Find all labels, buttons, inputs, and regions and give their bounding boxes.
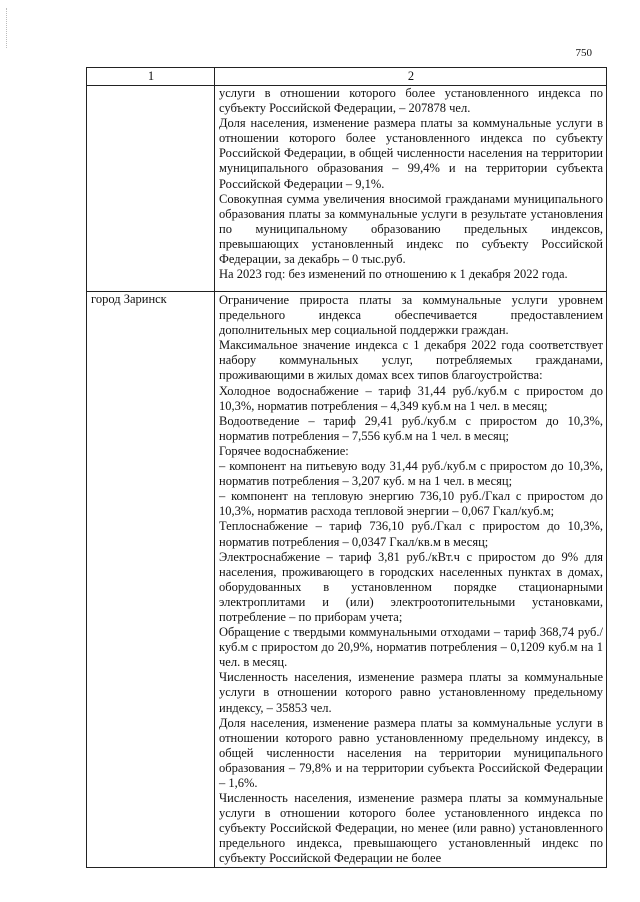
paragraph: Доля населения, изменение размера платы за коммунальные услуги в отношении которого равно установленному предельному индексу, в общей численности населения на территории муниципального образования – 79,8% и на территории субъекта Российской Федерации – 1,6%. xyxy=(219,715,603,790)
paragraph: Ограничение прироста платы за коммунальные услуги уровнем предельного индекса обеспечивается предоставлением дополнительных мер социальной поддержки граждан. xyxy=(219,293,603,338)
municipality-cell: город Заринск xyxy=(87,292,215,868)
paragraph: На 2023 год: без изменений по отношению к 1 декабря 2022 года. xyxy=(219,267,568,282)
municipality-cell xyxy=(87,86,215,292)
paragraph: Электроснабжение – тариф 3,81 руб./кВт.ч с приростом до 9% для населения, проживающего в городских населенных пунктах в домах, оборудованных в установленном порядке стационарными электроплитами и (или) электроотопительными установками, потребление – по приборам учета; xyxy=(219,549,603,624)
scan-margin-mark xyxy=(6,8,10,48)
paragraph: Максимальное значение индекса с 1 декабря 2022 года соответствует набору коммунальных услуг, потребляемых гражданами, проживающими в жилых домах всех типов благоустройства: xyxy=(219,338,603,383)
description-cell xyxy=(215,86,607,292)
paragraph: услуги в отношении которого более установленного индекса по субъекту Российской Федерации, – 207878 чел. xyxy=(219,86,603,116)
document-table xyxy=(86,67,607,868)
table-header-row xyxy=(87,68,607,86)
table-row xyxy=(87,292,607,868)
column-number-2: 2 xyxy=(215,68,607,86)
paragraph: Горячее водоснабжение: xyxy=(219,443,349,458)
paragraph: Обращение с твердыми коммунальными отходами – тариф 368,74 руб./куб.м с приростом до 20,9%, норматив потребления – 0,1209 куб.м на 1 чел. в месяц. xyxy=(219,625,603,670)
paragraph: – компонент на тепловую энергию 736,10 руб./Гкал с приростом до 10,3%, норматив расхода тепловой энергии – 0,067 Гкал/куб.м; xyxy=(219,489,603,519)
paragraph: Совокупная сумма увеличения вносимой гражданами муниципального образования платы за коммунальные услуги в результате установления по муниципальному образованию предельных индексов, превышающих установленный индекс по субъекту Российской Федерации, за декабрь – 0 тыс.руб. xyxy=(219,191,603,267)
paragraph: – компонент на питьевую воду 31,44 руб./куб.м с приростом до 10,3%, норматив потребления – 3,207 куб. м на 1 чел. в месяц; xyxy=(219,459,603,489)
description-cell xyxy=(215,292,607,868)
column-number-1: 1 xyxy=(87,68,215,86)
paragraph: Холодное водоснабжение – тариф 31,44 руб./куб.м с приростом до 10,3%, норматив потребления – 4,349 куб.м на 1 чел. в месяц; xyxy=(219,383,603,413)
paragraph: Доля населения, изменение размера платы за коммунальные услуги в отношении которого более установленного индекса по субъекту Российской Федерации, в общей численности населения на территории муниципального образования – 99,4% и на территории субъекта Российской Федерации – 9,1%. xyxy=(219,116,603,191)
table-row xyxy=(87,86,607,292)
paragraph: Численность населения, изменение размера платы за коммунальные услуги в отношении которого более установленного индекса по субъекту Российской Федерации, но менее (или равно) установленного предельного индекса, превышающего установленный индекс по субъекту Российской Федерации не более xyxy=(219,791,603,866)
paragraph: Теплоснабжение – тариф 736,10 руб./Гкал с приростом до 10,3%, норматив потребления – 0,0347 Гкал/кв.м в месяц; xyxy=(219,519,603,549)
paragraph: Численность населения, изменение размера платы за коммунальные услуги в отношении которого равно установленному предельному индексу, – 35853 чел. xyxy=(219,670,603,715)
paragraph: Водоотведение – тариф 29,41 руб./куб.м с приростом до 10,3%, норматив потребления – 7,556 куб.м на 1 чел. в месяц; xyxy=(219,413,603,443)
page-number: 750 xyxy=(575,47,592,59)
